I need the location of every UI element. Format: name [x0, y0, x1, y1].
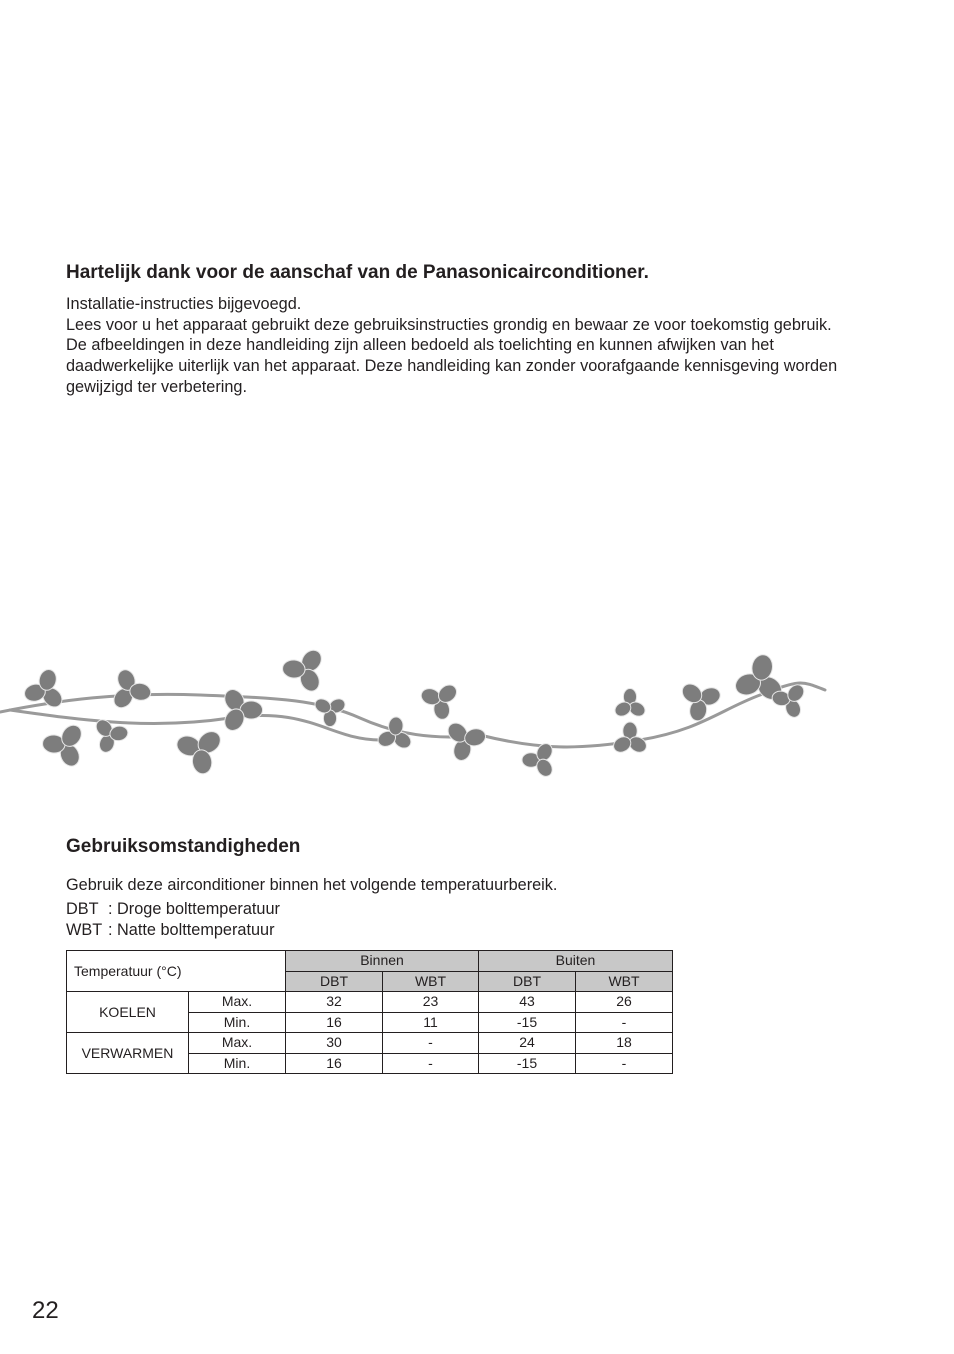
value-cell: -: [576, 1053, 673, 1074]
value-cell: 32: [286, 992, 383, 1013]
abbreviation-dbt: [66, 899, 686, 921]
mode-label-koelen: KOELEN: [67, 992, 189, 1033]
value-cell: 23: [383, 992, 479, 1013]
subheader-cell: DBT: [286, 971, 383, 992]
abbreviation-wbt: [66, 920, 686, 942]
group-header-buiten: Buiten: [479, 951, 673, 972]
intro-section: [66, 260, 886, 398]
mode-label-verwarmen: VERWARMEN: [67, 1033, 189, 1074]
limit-cell: Min.: [189, 1012, 286, 1033]
value-cell: 18: [576, 1033, 673, 1054]
abbreviation-key: DBT: [66, 899, 99, 918]
limit-cell: Max.: [189, 1033, 286, 1054]
abbreviation-key: WBT: [66, 921, 103, 939]
table-corner-header: Temperatuur (°C): [67, 951, 286, 992]
page-number: 22: [32, 1297, 59, 1324]
limit-cell: Max.: [189, 992, 286, 1013]
conditions-lead: Gebruik deze airconditioner binnen het volgende temperatuurbereik.: [66, 876, 558, 894]
conditions-section: [66, 835, 686, 942]
value-cell: 11: [383, 1012, 479, 1033]
conditions-heading: Gebruiksomstandigheden: [66, 836, 301, 857]
table-row: [67, 992, 673, 1013]
value-cell: -15: [479, 1012, 576, 1033]
value-cell: 30: [286, 1033, 383, 1054]
abbreviation-text: : Natte bolttemperatuur: [108, 921, 275, 939]
clover-vine-icon: [0, 640, 830, 790]
value-cell: 43: [479, 992, 576, 1013]
value-cell: 24: [479, 1033, 576, 1054]
intro-line: De afbeeldingen in deze handleiding zijn alleen bedoeld als toelichting en kunnen afwijken van het daadwerkelijke uiterlijk van het apparaat. Deze handleiding kan zonder voorafgaande kennisgeving worden gewijzigd ter verbetering.: [66, 336, 838, 396]
abbreviation-text: : Droge bolttemperatuur: [108, 899, 280, 918]
value-cell: -: [576, 1012, 673, 1033]
limit-cell: Min.: [189, 1053, 286, 1074]
table-row: [67, 1033, 673, 1054]
intro-line: Lees voor u het apparaat gebruikt deze gebruiksinstructies grondig en bewaar ze voor toekomstig gebruik.: [66, 315, 832, 334]
value-cell: -15: [479, 1053, 576, 1074]
subheader-cell: WBT: [383, 971, 479, 992]
subheader-cell: WBT: [576, 971, 673, 992]
temperature-table: [66, 950, 673, 1074]
intro-heading: Hartelijk dank voor de aanschaf van de Panasonicairconditioner.: [66, 262, 649, 283]
value-cell: 26: [576, 992, 673, 1013]
value-cell: 16: [286, 1053, 383, 1074]
value-cell: -: [383, 1033, 479, 1054]
value-cell: 16: [286, 1012, 383, 1033]
intro-line: Installatie-instructies bijgevoegd.: [66, 295, 302, 313]
value-cell: -: [383, 1053, 479, 1074]
group-header-binnen: Binnen: [286, 951, 479, 972]
subheader-cell: DBT: [479, 971, 576, 992]
